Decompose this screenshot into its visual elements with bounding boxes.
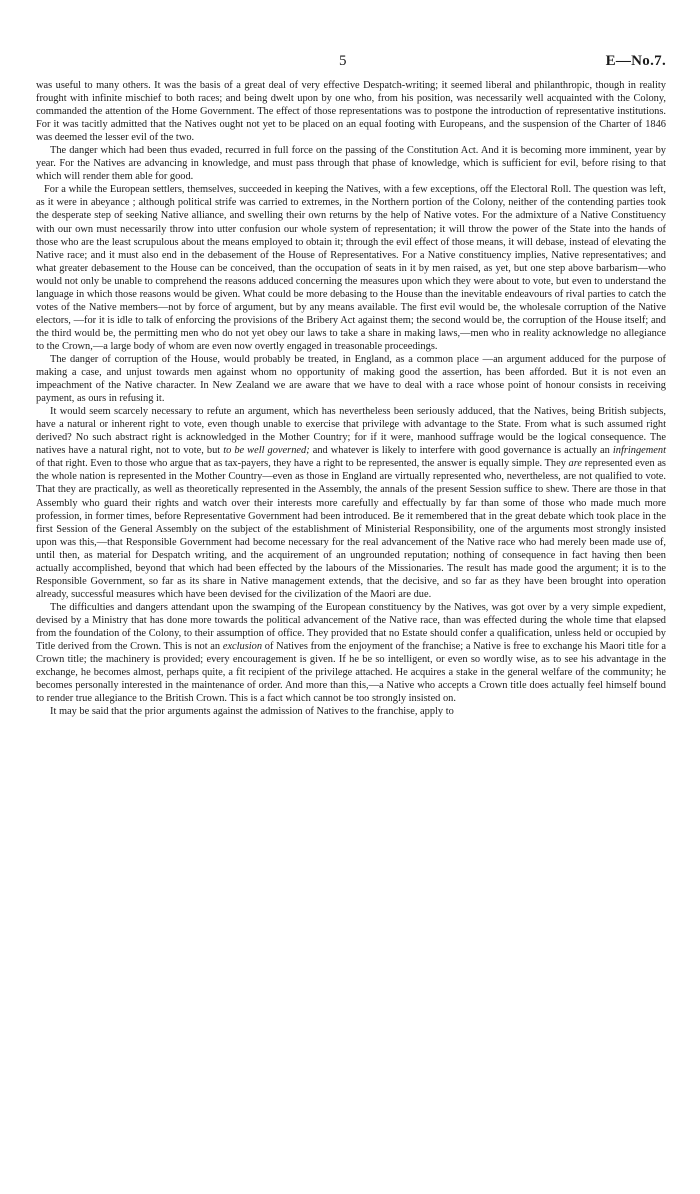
document-reference: E—No.7.	[605, 53, 666, 69]
paragraph-5-part-4: represented even as the whole nation is represented in the Mother Country—even as those in England are virtually represented who, nevertheless, are not qualified to vote. That they are practically, as well as theoretically represented in the Assembly, the annals of the present Session suffice to shew. There are those in that Assembly who guard their rights and watch over their interests more carefully and effectually by far than some of those who made much more profession, in former times, before Representative Government had been introduced. Be it remembered that in the great debate which took place in the first Session of the General Assembly on the subject of the establishment of Ministerial Responsibility, one of the arguments most strongly insisted upon was this,—that Responsible Government had become necessary for the real advancement of the Native race who had merely been made use of, until then, as material for Despatch writing, and the acquirement of an ungrounded reputation; nothing of consequence in fact having then been actually accomplished, beyond that which had been effected by the labours of the Missionaries. The result has made good the argument; it is to the Responsible Government, so far as its share in Native management extends, that the decisive, and so far as they have been brought into operation already, successful measures which have been devised for the civilization of the Maori are due.	[36, 458, 666, 600]
paragraph-5-part-3: of that right. Even to those who argue that as tax-payers, they have a right to be represented, the answer is equally simple. They	[36, 458, 569, 470]
page-number: 5	[339, 53, 347, 69]
paragraph-5-emphasis-1: to be well governed;	[223, 445, 310, 457]
body-text	[36, 79, 666, 718]
paragraph-3: For a while the European settlers, themselves, succeeded in keeping the Natives, with a few exceptions, off the Electoral Roll. The question was left, as it were in abeyance ; although political strife was carried to extremes, in the Northern portion of the Colony, neither of the contending parties took the desperate step of seeking Native alliance, and swelling their own returns by the help of Native votes. For the admixture of a Native Constituency with our own must necessarily throw into utter confusion our whole system of representation; it will throw the power of the State into the hands of those who are the least scrupulous about the means employed to obtain it; through the evil effect of those means, it will debase, instead of elevating the Native race; and it must also end in the debasement of the House of Representatives. For a Native constituency implies, Native representatives; and what greater debasement to the House can be conceived, than the occupation of seats in it by men raised, as yet, but one step above barbarism—who would not only be unable to comprehend the reasons adduced concerning the measures upon which they were about to vote, but even to understand the language in which those reasons would be given. What could be more debasing to the House than the inevitable endeavours of rival parties to catch the votes of the Native members—not by force of argument, but by any means available. The first evil would be, the wholesale corruption of the Native electors, —for it is idle to talk of enforcing the provisions of the Bribery Act against them; the second would be, the corruption of the House itself; and the third would be, the permitting men who do not yet obey our laws to take a share in making laws,—men who in reality acknowledge no allegiance to the Crown,—a large body of whom are even now overtly engaged in treasonable proceedings.	[36, 184, 666, 352]
paragraph-7: It may be said that the prior arguments against the admission of Natives to the franchise, apply to	[50, 706, 454, 718]
paragraph-5-part-1: It would seem scarcely necessary to refute an argument, which has nevertheless been seriously adduced, that the Natives, being British subjects, have a natural or inherent right to vote, even though unable to exercise that privilege with advantage to the State. From what is such assumed right derived? No such abstract right is acknowledged in the Mother Country; for if it were, manhood suffrage would be the logical consequence. The natives have a natural right, not to vote, but	[36, 406, 666, 457]
paragraph-6	[36, 601, 666, 705]
paragraph-6-part-1: The difficulties and dangers attendant upon the swamping of the European constituency by the Natives, was got over by a very simple expedient, devised by a Ministry that has done more towards the political advancement of the Native race, than was effected during the whole time that elapsed from the foundation of the Colony, to their assumption of office. They provided that no Estate should confer a qualification, unless held or occupied by Title derived from the Crown. This is not an	[36, 601, 666, 653]
paragraph-5	[36, 405, 666, 601]
paragraph-5-emphasis-2: infringement	[612, 445, 666, 457]
paragraph-6-part-2: of Natives from the enjoyment of the franchise; a Native is free to exchange his Maori title for a Crown title; the machinery is provided; every encouragement is given. If he be so intelligent, or even so wordly wise, as to see his advantage in the exchange, he becomes almost, perhaps quite, a fit recipient of the privilege attached. He acquires a stake in the general welfare of the community; he becomes personally interested in the maintenance of order. And more than this,—a Native who accepts a Crown title does actually feel himself bound to render true allegiance to the British Crown. This is a fact which cannot be too strongly insisted on.	[36, 641, 666, 705]
paragraph-6-emphasis-1: exclusion	[222, 641, 263, 653]
paragraph-5-part-2: and whatever is likely to interfere with good governance is actually an	[309, 445, 613, 457]
paragraph-4: The danger of corruption of the House, would probably be treated, in England, as a common place —an argument adduced for the purpose of making a case, and unjust towards men against whom no opportunity of making good the assertion, has been afforded. But it is not even an impeachment of the Native character. In New Zealand we are aware that we have to deal with a race whose point of honour consists in receiving payment, as ours in refusing it.	[36, 353, 666, 405]
paragraph-2: The danger which had been thus evaded, recurred in full force on the passing of the Constitution Act. And it is becoming more imminent, year by year. For the Natives are advancing in knowledge, and must pass through that phase of knowledge, which is sufficient for evil, before rising to that which will render them able for good.	[36, 145, 666, 183]
paragraph-5-emphasis-3: are	[568, 458, 582, 470]
paragraph-1: was useful to many others. It was the basis of a great deal of very effective Despatch-writing; it seemed liberal and philanthropic, though in reality frought with infinite mischief to both races; and being dwelt upon by one who, from his position, was necessarily well acquainted with the Colony, commanded the attention of the Home Government. The effect of those representations was to postpone the introduction of representative institutions. For it was tacitly admitted that the Natives ought not yet to be placed on an equal footing with Europeans, and the suspension of the Charter of 1846 was deemed the lesser evil of the two.	[36, 80, 666, 144]
